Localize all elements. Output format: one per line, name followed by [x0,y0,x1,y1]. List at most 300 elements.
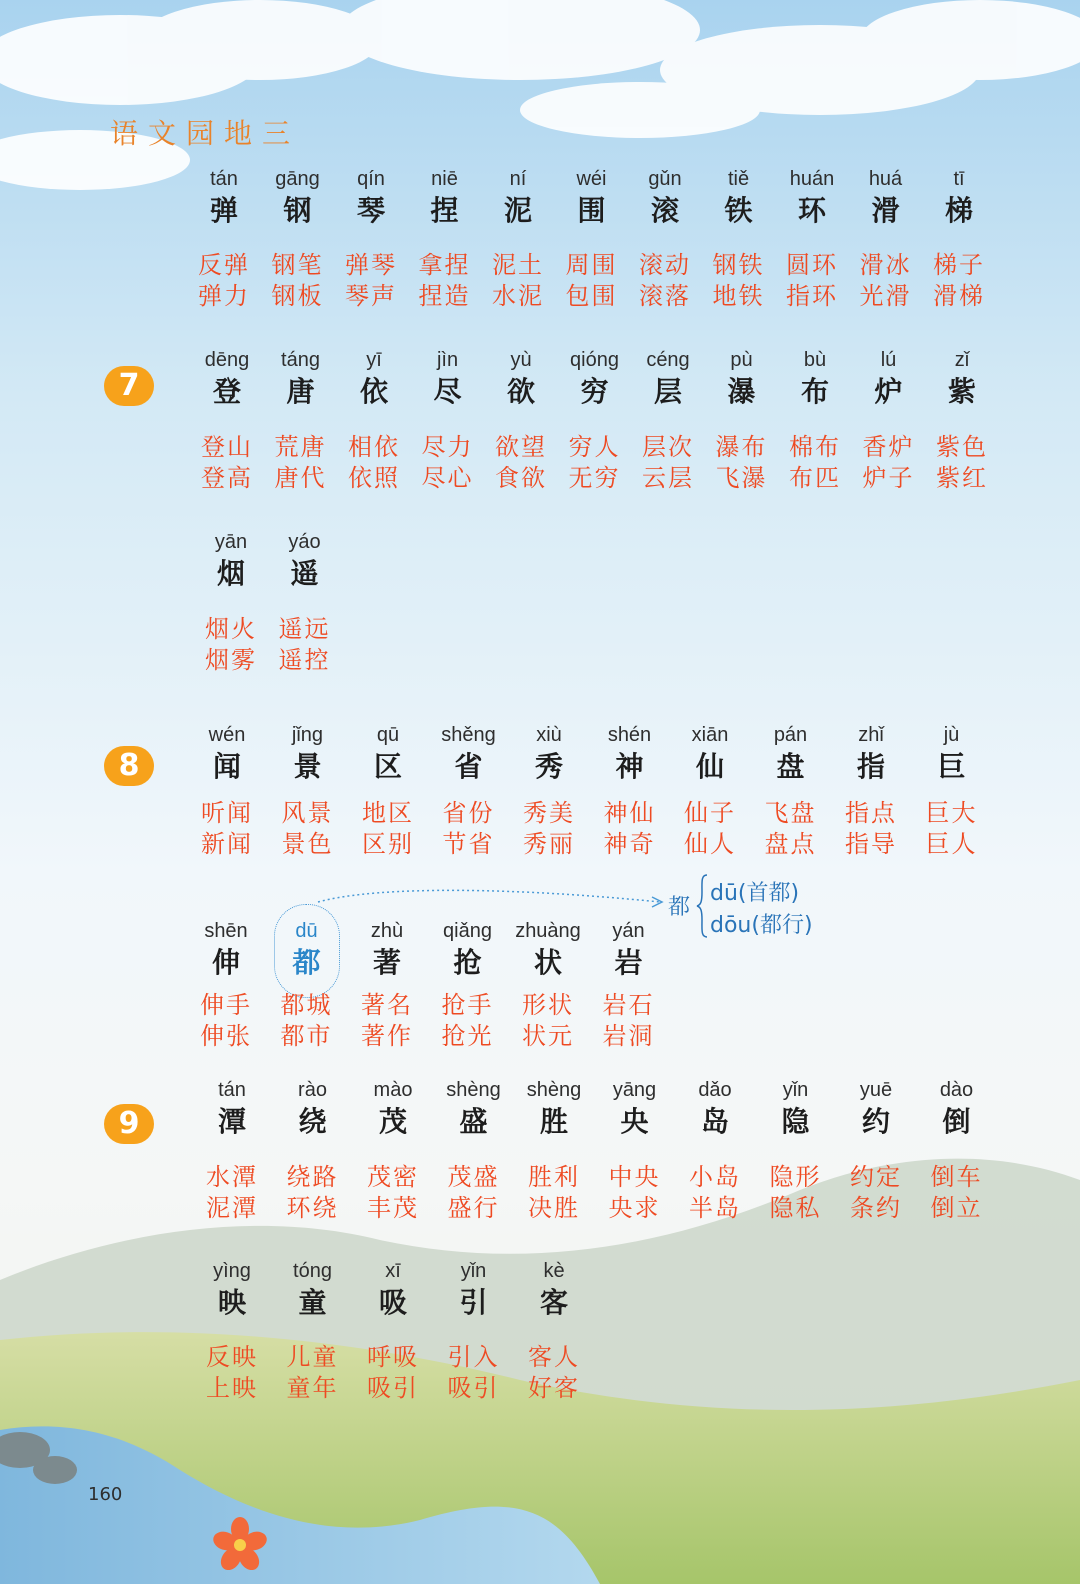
word-1: 茂盛 [447,1163,500,1191]
word-pair [353,1342,433,1404]
pinyin: céng [646,349,690,371]
word-pair [481,432,561,494]
character-entry [515,1077,593,1141]
word-pair [273,1162,353,1224]
word-2: 央求 [608,1194,661,1222]
hanzi: 央 [620,1105,649,1138]
word-1: 钢笔 [271,251,324,279]
hanzi: 遥 [290,557,319,590]
pinyin: yān [214,531,248,553]
hanzi: 尽 [433,375,462,408]
word-pair [919,250,999,312]
hanzi: 瀑 [727,375,756,408]
character-entry [435,1258,513,1322]
word-2: 遥控 [278,646,331,674]
word-2: 上映 [206,1374,258,1402]
pinyin: qū [376,724,400,746]
pinyin: gāng [275,168,320,190]
word-2: 隐私 [769,1194,822,1222]
word-1: 弹琴 [345,251,397,279]
word-1: 倒车 [930,1163,983,1191]
word-pair [405,250,485,312]
polyphone-highlight-circle [274,904,340,998]
character-entry [354,1077,432,1141]
pinyin: yī [366,349,382,371]
character-entry [596,1077,674,1141]
pinyin: huá [868,168,903,190]
word-2: 新闻 [201,830,253,858]
character-entry [193,1077,271,1141]
hanzi: 弹 [209,194,238,227]
word-1: 层次 [642,433,694,461]
word-pair [408,432,488,494]
word-pair [429,798,509,860]
word-1: 反弹 [198,251,250,279]
pinyin: yuē [859,1079,893,1101]
hanzi: 琴 [356,194,385,227]
word-2: 丰茂 [367,1194,419,1222]
word-2: 都市 [280,1022,333,1050]
word-2: 盘点 [764,830,817,858]
word-2: 景色 [281,830,334,858]
pinyin: ní [509,168,527,190]
word-pair [699,250,779,312]
character-entry [269,722,347,786]
character-entry [913,722,991,786]
word-2: 捏造 [418,282,471,310]
pinyin: jù [943,724,960,746]
pinyin: zhuàng [515,920,581,942]
hanzi: 倒 [942,1105,971,1138]
word-2: 指导 [845,830,897,858]
word-1: 梯子 [933,251,985,279]
word-pair [508,990,588,1052]
hanzi: 梯 [944,194,973,227]
hanzi: 岩 [614,946,643,979]
word-1: 欲望 [495,433,547,461]
hanzi: 泥 [503,194,532,227]
word-1: 儿童 [286,1343,339,1371]
hanzi: 客 [539,1286,568,1319]
word-2: 光滑 [859,282,912,310]
word-pair [187,432,267,494]
word-2: 食欲 [495,464,547,492]
pinyin: yìng [213,1260,251,1282]
hanzi: 滚 [650,194,679,227]
hanzi: 滑 [871,194,900,227]
character-entry [262,347,340,411]
pinyin: yán [612,920,645,942]
word-2: 滑梯 [933,282,985,310]
character-entry [837,1077,915,1141]
character-entry [479,166,557,230]
hanzi: 绕 [298,1105,327,1138]
pinyin: shén [607,724,652,746]
character-entry [629,347,707,411]
word-2: 水泥 [492,282,544,310]
word-2: 倒立 [930,1194,983,1222]
hanzi: 隐 [781,1105,810,1138]
character-entry [482,347,560,411]
word-1: 荒唐 [274,433,327,461]
word-2: 飞瀑 [715,464,768,492]
word-1: 引入 [447,1343,500,1371]
word-pair [478,250,558,312]
word-1: 圆环 [786,251,838,279]
character-entry [700,166,778,230]
hanzi: 指 [856,750,885,783]
word-1: 著名 [361,991,413,1019]
word-pair [434,1162,514,1224]
page-number: 160 [88,1484,123,1505]
lesson-number-badge: 7 [104,366,154,406]
word-1: 小岛 [689,1163,741,1191]
character-entry [671,722,749,786]
word-pair [184,250,264,312]
word-2: 岩洞 [602,1022,655,1050]
character-entry [515,1258,593,1322]
word-1: 拿捏 [418,251,471,279]
pinyin: zhǐ [858,724,884,746]
word-1: 呼吸 [367,1343,419,1371]
character-entry [832,722,910,786]
word-2: 无穷 [568,464,621,492]
character-entry [266,529,344,593]
word-2: 环绕 [286,1194,339,1222]
word-2: 云层 [642,464,694,492]
character-entry [406,166,484,230]
word-pair [509,798,589,860]
word-2: 仙人 [684,830,736,858]
word-1: 指点 [845,799,897,827]
word-pair [917,1162,997,1224]
pinyin: jìn [436,349,459,371]
hanzi: 紫 [947,375,976,408]
hanzi: 布 [800,375,829,408]
polyphone-reading-1: dū(首都) [710,881,800,906]
pinyin: xiù [536,724,562,746]
word-1: 省份 [442,799,495,827]
pinyin: yáo [288,531,321,553]
character-entry [187,918,265,982]
word-pair [434,1342,514,1404]
hanzi: 巨 [937,750,966,783]
word-pair [836,1162,916,1224]
pinyin: shèng [446,1079,501,1101]
word-1: 穷人 [568,433,621,461]
hanzi: 区 [373,750,402,783]
pinyin: tán [218,1079,246,1101]
word-pair [192,1162,272,1224]
hanzi: 景 [293,750,322,783]
word-1: 形状 [522,991,574,1019]
hanzi: 童 [298,1286,327,1319]
word-2: 条约 [850,1194,902,1222]
pinyin: wén [208,724,246,746]
lesson-number-badge: 9 [104,1104,154,1144]
pinyin: jǐng [291,724,324,746]
hanzi: 岛 [700,1105,729,1138]
pinyin: shěng [441,724,496,746]
word-pair [922,432,1002,494]
character-entry [509,918,587,982]
word-pair [831,798,911,860]
word-1: 遥远 [278,615,331,643]
word-2: 吸引 [447,1374,500,1402]
word-2: 唐代 [274,464,327,492]
word-1: 滚动 [639,251,691,279]
word-pair [751,798,831,860]
character-entry [553,166,631,230]
hanzi: 盛 [459,1105,488,1138]
section-title: 语文园地三 [110,117,301,150]
word-2: 地铁 [712,282,765,310]
hanzi: 仙 [695,750,724,783]
word-2: 童年 [286,1374,339,1402]
hanzi: 钢 [283,194,312,227]
word-2: 尽心 [421,464,474,492]
word-1: 飞盘 [764,799,817,827]
word-2: 指环 [786,282,838,310]
word-pair [334,432,414,494]
pinyin: pán [773,724,808,746]
character-entry [703,347,781,411]
word-pair [589,990,669,1052]
word-pair [702,432,782,494]
character-entry [332,166,410,230]
word-2: 吸引 [367,1374,419,1402]
word-1: 约定 [850,1163,902,1191]
word-pair [912,798,992,860]
pinyin: xī [385,1260,401,1282]
character-entry [590,918,668,982]
word-1: 登山 [201,433,253,461]
word-1: 香炉 [862,433,915,461]
word-1: 水潭 [206,1163,258,1191]
hanzi: 登 [212,375,241,408]
character-entry [409,347,487,411]
word-1: 烟火 [205,615,257,643]
word-2: 伸张 [200,1022,252,1050]
character-entry [773,166,851,230]
word-pair [514,1162,594,1224]
pinyin: dū [295,920,318,942]
pinyin: wéi [576,168,607,190]
hanzi: 吸 [378,1286,407,1319]
word-2: 好客 [528,1374,580,1402]
word-pair [555,432,635,494]
word-pair [186,990,266,1052]
pinyin: yāng [612,1079,657,1101]
hanzi: 状 [533,946,562,979]
word-1: 巨大 [925,799,978,827]
word-2: 半岛 [689,1194,741,1222]
word-2: 钢板 [271,282,324,310]
hanzi: 炉 [874,375,903,408]
pinyin: niē [431,168,458,190]
word-1: 伸手 [200,991,252,1019]
word-1: 胜利 [528,1163,580,1191]
pinyin: dǎo [698,1079,732,1101]
word-1: 周围 [565,251,618,279]
pinyin: huán [789,168,835,190]
hanzi: 捏 [430,194,459,227]
word-1: 紫色 [936,433,988,461]
character-entry [349,722,427,786]
character-entry [591,722,669,786]
word-2: 布匹 [789,464,841,492]
word-pair [265,614,345,676]
word-1: 地区 [362,799,414,827]
hanzi: 茂 [378,1105,407,1138]
hanzi: 唐 [286,375,315,408]
word-2: 抢光 [441,1022,494,1050]
word-1: 秀美 [523,799,575,827]
character-entry [259,166,337,230]
pinyin: kè [543,1260,565,1282]
pinyin: tiě [727,168,750,190]
pinyin: mào [373,1079,413,1101]
hanzi: 潭 [217,1105,246,1138]
word-pair [273,1342,353,1404]
character-entry [188,347,266,411]
word-2: 滚落 [639,282,691,310]
word-1: 反映 [206,1343,258,1371]
pinyin: lú [880,349,897,371]
word-pair [595,1162,675,1224]
word-pair [552,250,632,312]
word-1: 听闻 [201,799,253,827]
word-2: 著作 [361,1022,413,1050]
hanzi: 著 [372,946,401,979]
polyphone-note-char: 都 [668,895,691,920]
hanzi: 约 [861,1105,890,1138]
word-1: 钢铁 [712,251,765,279]
word-2: 盛行 [447,1194,500,1222]
character-entry [192,529,270,593]
character-entry [850,347,928,411]
hanzi: 穷 [580,375,609,408]
hanzi: 引 [459,1286,488,1319]
character-entry [923,347,1001,411]
word-pair [331,250,411,312]
character-entry [429,918,507,982]
pinyin: yǐn [460,1260,487,1282]
pinyin: zǐ [954,349,970,371]
pinyin: pù [730,349,753,371]
hanzi: 烟 [216,557,245,590]
pinyin: dēng [204,349,250,371]
word-pair [192,1342,272,1404]
word-1: 仙子 [684,799,736,827]
word-pair [353,1162,433,1224]
word-1: 客人 [528,1343,580,1371]
word-1: 棉布 [789,433,841,461]
character-entry [274,1077,352,1141]
word-pair [590,798,670,860]
character-entry [918,1077,996,1141]
hanzi: 神 [615,750,644,783]
character-entry [274,1258,352,1322]
hanzi: 铁 [724,194,753,227]
character-entry [188,722,266,786]
word-1: 岩石 [602,991,655,1019]
pinyin: dào [939,1079,974,1101]
word-2: 依照 [348,464,400,492]
word-2: 秀丽 [523,830,575,858]
word-2: 弹力 [198,282,250,310]
word-pair [514,1342,594,1404]
word-2: 节省 [442,830,495,858]
word-2: 区别 [362,830,414,858]
character-entry [348,918,426,982]
word-pair [670,798,750,860]
word-1: 滑冰 [859,251,912,279]
word-pair [348,798,428,860]
hanzi: 欲 [506,375,535,408]
word-2: 包围 [565,282,618,310]
word-1: 都城 [280,991,333,1019]
character-entry [626,166,704,230]
word-2: 神奇 [603,830,656,858]
pinyin: yù [510,349,532,371]
word-pair [191,614,271,676]
pinyin: rào [298,1079,327,1101]
character-entry [435,1077,513,1141]
pinyin: tóng [293,1260,332,1282]
pinyin: tán [210,168,238,190]
word-pair [258,250,338,312]
word-pair [428,990,508,1052]
lesson-number-badge: 8 [104,746,154,786]
pinyin: shèng [526,1079,582,1101]
word-1: 风景 [281,799,334,827]
hanzi: 胜 [539,1105,568,1138]
word-1: 神仙 [603,799,656,827]
word-1: 相依 [348,433,400,461]
character-entry [510,722,588,786]
hanzi: 秀 [534,750,563,783]
word-2: 决胜 [528,1194,580,1222]
character-entry [676,1077,754,1141]
character-entry [847,166,925,230]
pinyin: xiān [691,724,729,746]
hanzi: 都 [292,946,321,979]
word-1: 隐形 [769,1163,822,1191]
word-pair [849,432,929,494]
word-1: 尽力 [421,433,474,461]
hanzi: 映 [217,1286,246,1319]
word-2: 登高 [201,464,253,492]
pinyin: qín [357,168,385,190]
word-2: 炉子 [862,464,915,492]
hanzi: 层 [653,375,682,408]
word-pair [772,250,852,312]
word-pair [775,432,855,494]
word-2: 烟雾 [205,646,257,674]
pinyin: yǐn [782,1079,809,1101]
character-entry [354,1258,432,1322]
word-1: 茂密 [367,1163,419,1191]
character-entry [335,347,413,411]
hanzi: 伸 [211,946,240,979]
pinyin: shēn [204,920,248,942]
word-2: 泥潭 [206,1194,258,1222]
polyphone-reading-2: dōu(都行) [710,913,813,938]
word-pair [756,1162,836,1224]
pinyin: gǔn [648,168,682,190]
pinyin: bù [803,349,827,371]
